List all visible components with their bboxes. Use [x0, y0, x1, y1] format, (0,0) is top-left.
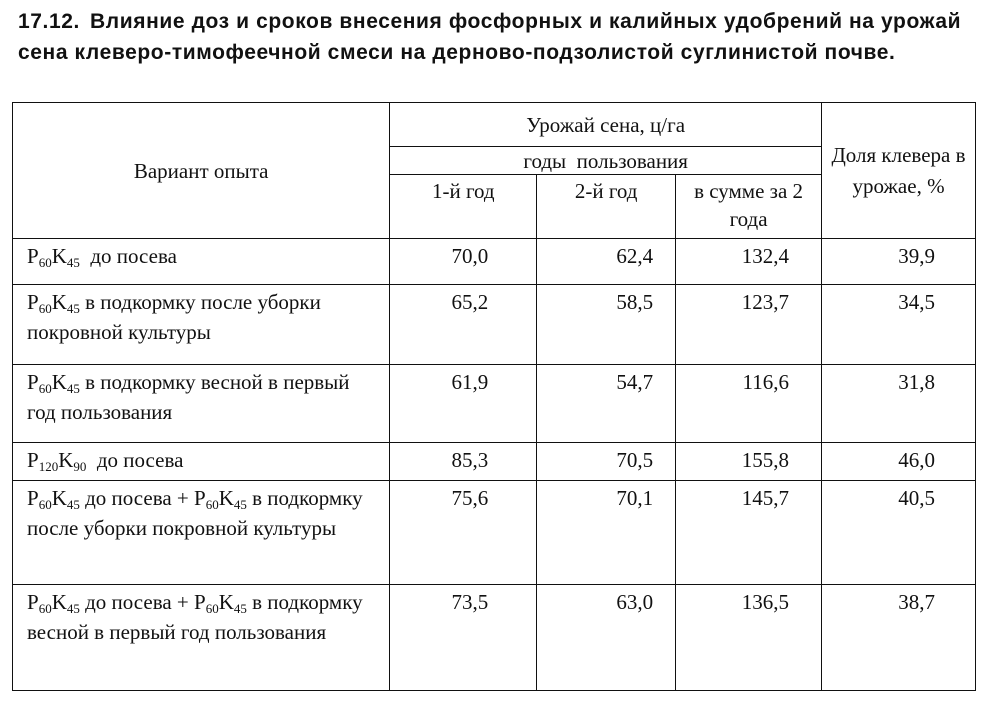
cell-year-2-value: 54,7 — [616, 370, 654, 394]
variant-text-part: P — [27, 290, 39, 314]
cell-year-2 — [537, 481, 676, 585]
variant-text — [13, 239, 389, 273]
header-years-of-use: годы пользования — [390, 147, 822, 175]
cell-sum — [676, 285, 822, 365]
cell-year-2-value: 63,0 — [616, 590, 654, 614]
cell-year-1 — [390, 481, 537, 585]
cell-clover-share — [822, 443, 976, 481]
variant-subscript: 45 — [66, 497, 80, 512]
variant-text-part: K — [218, 486, 234, 510]
cell-year-2-value: 58,5 — [616, 290, 654, 314]
variant-text-part: до посева — [86, 448, 184, 472]
cell-variant — [13, 443, 390, 481]
variant-text-part: до посева + P — [79, 486, 206, 510]
variant-text-part: в подкормку весной в первый год пользования — [27, 370, 355, 424]
cell-sum-value: 155,8 — [741, 448, 790, 472]
cell-sum-value: 145,7 — [741, 486, 790, 510]
variant-text-part: K — [51, 486, 67, 510]
variant-text-part: P — [27, 370, 39, 394]
header-year-1: 1-й год — [390, 175, 537, 239]
variant-text-part: K — [218, 590, 234, 614]
variant-subscript: 60 — [38, 601, 52, 616]
cell-year-2-value: 70,5 — [616, 448, 654, 472]
cell-year-2 — [537, 239, 676, 285]
cell-sum — [676, 443, 822, 481]
variant-text-part: в подкормку после уборки покровной культуры — [27, 290, 327, 344]
cell-year-1 — [390, 365, 537, 443]
variant-text-part: K — [51, 370, 67, 394]
cell-clover-share-value: 38,7 — [898, 590, 935, 614]
cell-year-1 — [390, 239, 537, 285]
cell-year-1-value: 85,3 — [451, 448, 489, 472]
variant-subscript: 45 — [233, 601, 247, 616]
variant-subscript: 60 — [38, 301, 52, 316]
table-body — [13, 239, 976, 691]
cell-year-1-value: 73,5 — [451, 590, 489, 614]
cell-year-1 — [390, 285, 537, 365]
cell-clover-share — [822, 365, 976, 443]
cell-clover-share-value: 46,0 — [898, 448, 935, 472]
cell-clover-share — [822, 239, 976, 285]
fertilizer-yield-table — [12, 102, 976, 691]
variant-subscript: 90 — [73, 459, 87, 474]
cell-clover-share-value: 40,5 — [898, 486, 935, 510]
cell-clover-share-value: 34,5 — [898, 290, 935, 314]
cell-variant — [13, 239, 390, 285]
header-sum-2-years: в сумме за 2 года — [676, 175, 822, 239]
cell-clover-share-value: 39,9 — [898, 244, 935, 268]
cell-year-2 — [537, 365, 676, 443]
cell-variant — [13, 365, 390, 443]
variant-text-part: до посева — [79, 244, 177, 268]
variant-text-part: K — [51, 290, 67, 314]
caption-number: 17.12. — [18, 10, 80, 33]
variant-text-part: P — [27, 486, 39, 510]
cell-year-1 — [390, 585, 537, 691]
variant-text-part: P — [27, 590, 39, 614]
variant-text-part: K — [51, 590, 67, 614]
cell-sum — [676, 365, 822, 443]
variant-text-part: K — [58, 448, 74, 472]
cell-year-2 — [537, 285, 676, 365]
variant-text — [13, 481, 389, 545]
variant-subscript: 60 — [38, 497, 52, 512]
data-table-container — [12, 102, 976, 691]
table-row — [13, 481, 976, 585]
variant-text-part: P — [27, 244, 39, 268]
cell-year-1-value: 65,2 — [451, 290, 489, 314]
table-row — [13, 285, 976, 365]
cell-year-1-value: 70,0 — [451, 244, 489, 268]
variant-subscript: 60 — [205, 497, 219, 512]
table-row — [13, 585, 976, 691]
variant-subscript: 45 — [66, 255, 80, 270]
variant-subscript: 60 — [38, 255, 52, 270]
cell-year-1-value: 75,6 — [451, 486, 489, 510]
cell-year-2-value: 70,1 — [616, 486, 654, 510]
cell-sum-value: 136,5 — [741, 590, 790, 614]
variant-subscript: 60 — [205, 601, 219, 616]
header-variant: Вариант опыта — [13, 103, 390, 239]
variant-text-part: в подкормку после уборки покровной культуры — [27, 486, 368, 540]
cell-sum — [676, 239, 822, 285]
caption-text: Влияние доз и сроков внесения фосфорных и калийных удобрений на урожай сена клеверо-тимофеечной смеси на дерново-подзолистой суглинистой почве. — [18, 10, 962, 64]
variant-text-part: до посева + P — [79, 590, 206, 614]
table-row — [13, 239, 976, 285]
variant-subscript: 45 — [233, 497, 247, 512]
cell-year-1-value: 61,9 — [451, 370, 489, 394]
cell-variant — [13, 481, 390, 585]
cell-year-2-value: 62,4 — [616, 244, 654, 268]
variant-text — [13, 585, 389, 649]
header-year-2: 2-й год — [537, 175, 676, 239]
header-yield: Урожай сена, ц/га — [390, 103, 822, 147]
variant-subscript: 60 — [38, 381, 52, 396]
cell-year-2 — [537, 585, 676, 691]
cell-clover-share — [822, 481, 976, 585]
header-clover-share: Доля клевера в урожае, % — [822, 103, 976, 239]
table-caption — [18, 6, 978, 68]
cell-sum — [676, 585, 822, 691]
variant-text — [13, 443, 389, 477]
variant-subscript: 120 — [38, 459, 59, 474]
cell-clover-share — [822, 285, 976, 365]
cell-sum-value: 116,6 — [742, 370, 790, 394]
cell-year-1 — [390, 443, 537, 481]
cell-sum-value: 132,4 — [741, 244, 790, 268]
variant-subscript: 45 — [66, 381, 80, 396]
cell-variant — [13, 585, 390, 691]
cell-sum — [676, 481, 822, 585]
variant-subscript: 45 — [66, 601, 80, 616]
table-row — [13, 443, 976, 481]
variant-text — [13, 285, 389, 349]
cell-variant — [13, 285, 390, 365]
variant-text-part: K — [51, 244, 67, 268]
cell-clover-share-value: 31,8 — [898, 370, 935, 394]
variant-text-part: в подкормку весной в первый год пользования — [27, 590, 368, 644]
variant-subscript: 45 — [66, 301, 80, 316]
cell-clover-share — [822, 585, 976, 691]
cell-year-2 — [537, 443, 676, 481]
variant-text-part: P — [27, 448, 39, 472]
variant-text — [13, 365, 389, 429]
table-header — [13, 103, 976, 239]
cell-sum-value: 123,7 — [741, 290, 790, 314]
table-row — [13, 365, 976, 443]
